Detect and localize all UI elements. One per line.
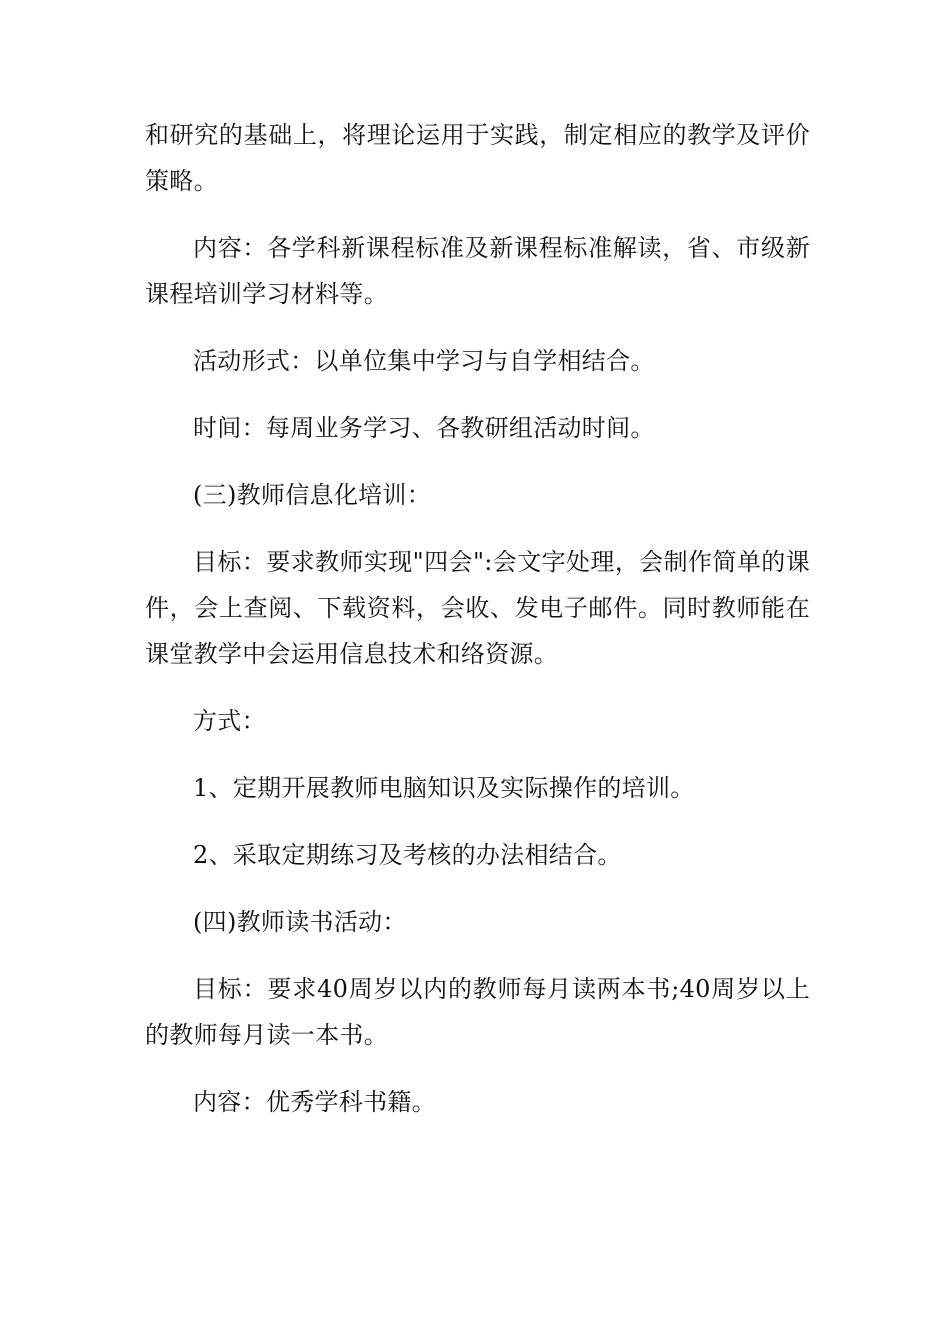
paragraph-goal-2: 目标：要求40周岁以内的教师每月读两本书;40周岁以上的教师每月读一本书。 [145,975,810,1049]
section-heading-4: (四)教师读书活动： [193,908,407,936]
document-body [145,112,810,1125]
list-item-2: 2、采取定期练习及考核的办法相结合。 [193,841,622,869]
paragraph-activity-form: 活动形式：以单位集中学习与自学相结合。 [193,347,655,375]
paragraph-continuation: 和研究的基础上，将理论运用于实践，制定相应的教学及评价策略。 [145,121,810,195]
section-heading-3: (三)教师信息化培训： [193,481,432,509]
paragraph-time: 时间：每周业务学习、各教研组活动时间。 [193,414,655,442]
paragraph-method: 方式： [193,707,266,735]
list-item-1: 1、定期开展教师电脑知识及实际操作的培训。 [193,774,695,802]
paragraph-goal-1: 目标：要求教师实现"四会":会文字处理，会制作简单的课件，会上查阅、下载资料，会收、发电子邮件。同时教师能在课堂教学中会运用信息技术和络资源。 [145,548,810,668]
paragraph-content-2: 内容：优秀学科书籍。 [193,1088,436,1116]
paragraph-content-1: 内容：各学科新课程标准及新课程标准解读，省、市级新课程培训学习材料等。 [145,234,810,308]
